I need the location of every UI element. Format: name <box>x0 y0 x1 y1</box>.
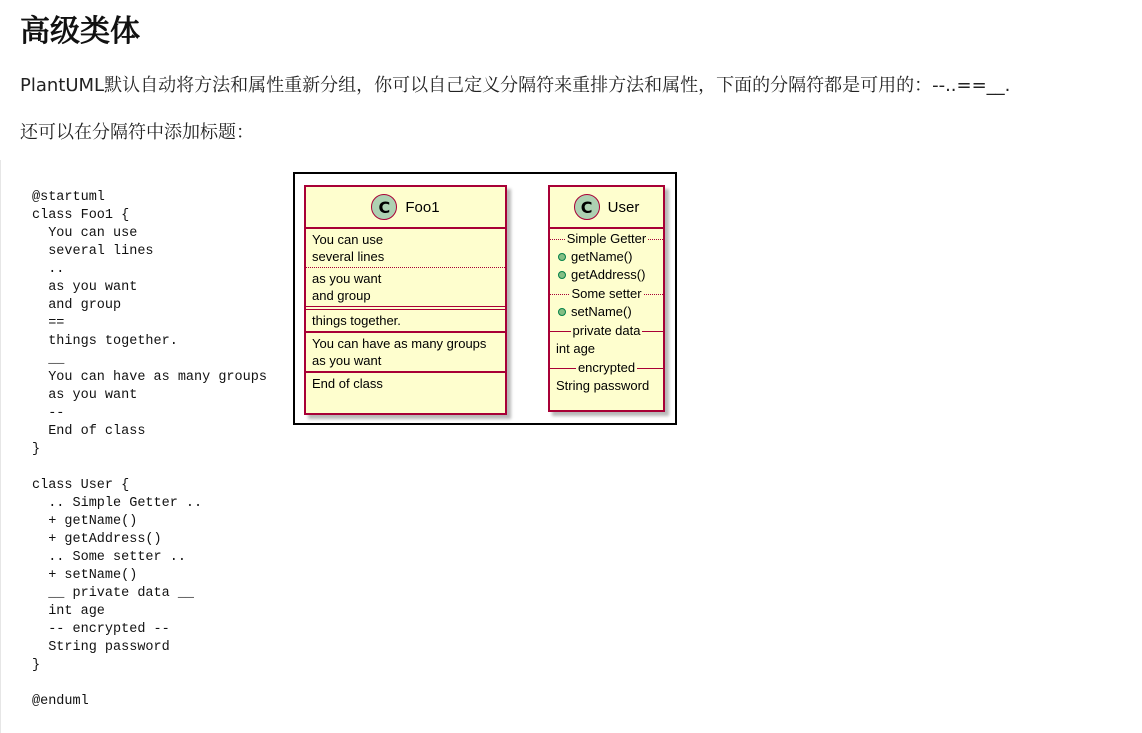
foo1-line: You can use <box>312 232 384 247</box>
user-method-setname: setName() <box>550 303 663 321</box>
uml-diagram-image <box>293 172 677 425</box>
public-method-icon <box>558 271 566 279</box>
class-c-icon: C <box>371 194 397 220</box>
foo1-section-5 <box>306 371 505 394</box>
foo1-line: as you want <box>312 271 382 286</box>
user-method-getname: getName() <box>550 248 663 266</box>
foo1-line: End of class <box>312 376 383 391</box>
foo1-section-1 <box>306 229 505 267</box>
foo1-section-3 <box>306 306 505 331</box>
separator-title-paragraph: 还可以在分隔符中添加标题： <box>20 122 254 143</box>
foo1-section-4 <box>306 331 505 371</box>
foo1-class-header <box>306 187 505 229</box>
user-class-box <box>548 185 665 412</box>
user-separator-simple-getter: Simple Getter <box>550 231 663 246</box>
foo1-line: things together. <box>312 313 401 328</box>
foo1-line: and group <box>312 288 371 303</box>
user-separator-some-setter: Some setter <box>550 286 663 301</box>
user-class-header <box>550 187 663 229</box>
public-method-icon <box>558 308 566 316</box>
class-c-icon: C <box>574 194 600 220</box>
user-field-age: int age <box>556 341 596 356</box>
foo1-class-box <box>304 185 507 415</box>
plantuml-code-block: @startuml class Foo1 { You can use several lines .. as you want and group == things together. __ You can have as many groups as you want -- End of class } class User { .. Simple Getter .. + getName() + getAddress() .. Some setter .. + setName() __ private data __ int age -- encrypted -- String password } @enduml <box>32 190 267 709</box>
user-field-password: String password <box>556 378 650 393</box>
user-separator-private-data: private data <box>550 323 663 338</box>
user-method-getaddress: getAddress() <box>550 266 663 284</box>
user-class-name: User <box>607 198 640 216</box>
intro-paragraph: PlantUML默认自动将方法和属性重新分组，你可以自己定义分隔符来重排方法和属性，下面的分隔符都是可用的：--..==__. <box>20 75 1011 96</box>
public-method-icon <box>558 253 566 261</box>
foo1-line: several lines <box>312 249 385 264</box>
foo1-class-name: Foo1 <box>405 198 440 216</box>
user-separator-encrypted: encrypted <box>550 360 663 375</box>
page-title: 高级类体 <box>20 14 140 49</box>
foo1-line: as you want <box>312 353 382 368</box>
foo1-line: You can have as many groups <box>312 336 487 351</box>
foo1-section-2 <box>306 267 505 306</box>
